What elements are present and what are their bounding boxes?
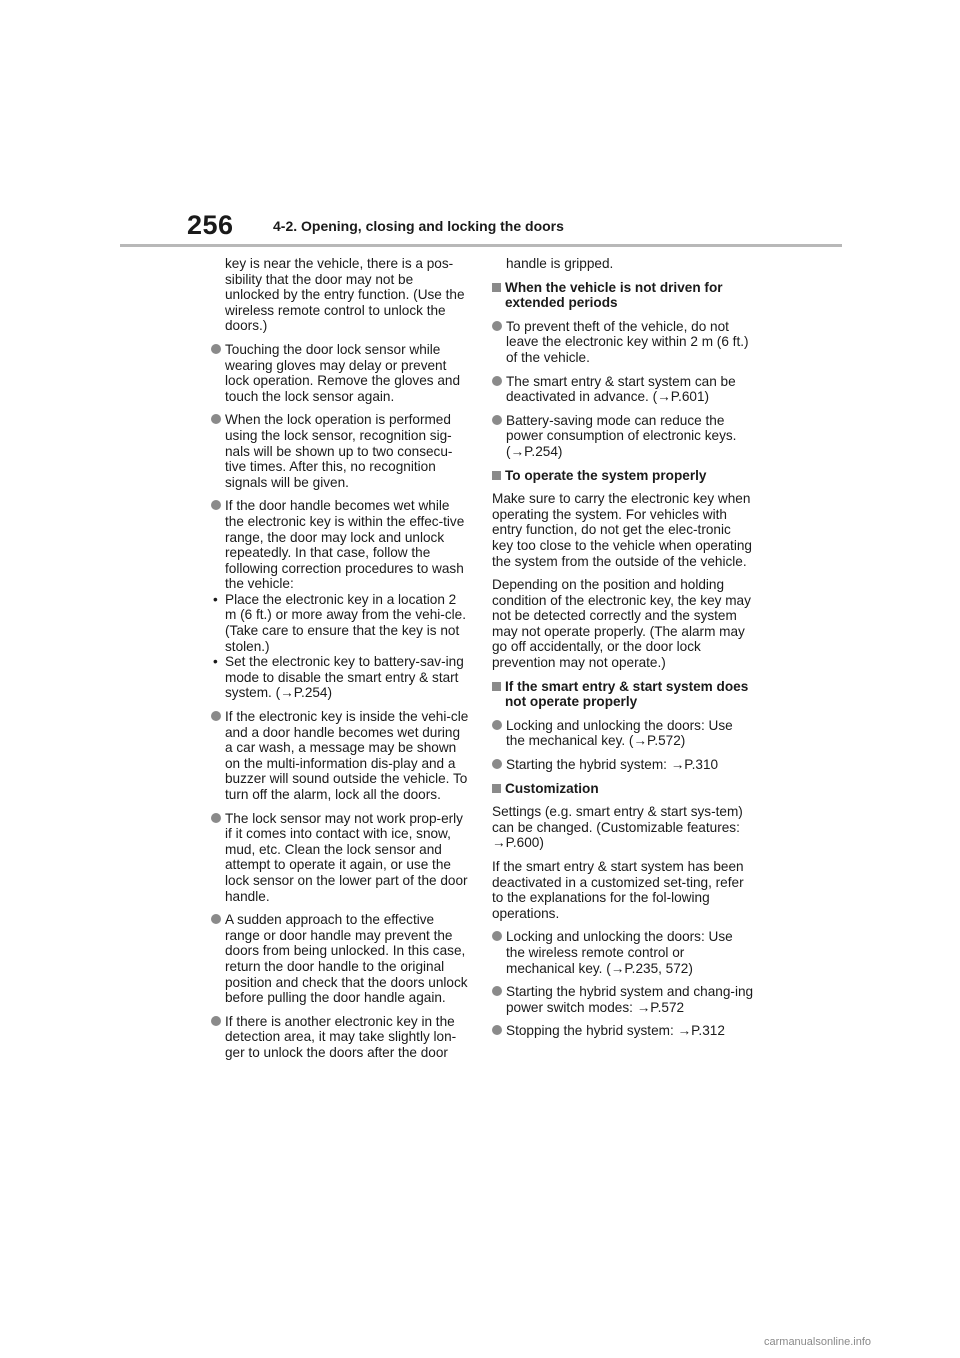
- list-item: [211, 342, 469, 404]
- subsection-heading: [492, 781, 754, 797]
- bullet-icon: [211, 344, 221, 354]
- dot-icon: •: [213, 654, 218, 670]
- subsection-heading: [492, 679, 754, 710]
- list-item-text: The lock sensor may not work prop-erly if it comes into contact with ice, snow, mud, etc. Clean the lock sensor and attempt to operate it again, or use the lock sensor on the lower part of the door handle.: [225, 810, 468, 904]
- list-item: [211, 412, 469, 490]
- list-item: [492, 718, 754, 749]
- heading-text: To operate the system properly: [505, 467, 707, 483]
- bullet-icon: [492, 931, 502, 941]
- square-bullet-icon: [492, 784, 501, 793]
- paragraph: Depending on the position and holding condition of the electronic key, the key may not be detected correctly and the system may not operate properly. (The alarm may go off accidentally, or the door lock prevention may not operate.): [492, 577, 751, 671]
- right-column: [492, 256, 754, 1047]
- list-item: [492, 413, 754, 460]
- list-item-text: Locking and unlocking the doors: Use the mechanical key. (→P.572): [506, 717, 733, 749]
- list-item: [211, 912, 469, 1006]
- list-item: [211, 1014, 469, 1061]
- list-item-text: Locking and unlocking the doors: Use the wireless remote control or mechanical key. (→P.235, 572): [506, 929, 733, 976]
- list-item: [492, 374, 754, 405]
- sub-item: [211, 592, 469, 654]
- list-item-text: Stopping the hybrid system: →P.312: [506, 1023, 725, 1039]
- list-item-text: A sudden approach to the effective range or door handle may prevent the doors from being unlocked. In this case, return the door handle to the original position and check that the doors unlock before pulling the door handle again.: [225, 912, 468, 1006]
- square-bullet-icon: [492, 471, 501, 480]
- square-bullet-icon: [492, 682, 501, 691]
- list-item-text: If the door handle becomes wet while the electronic key is within the effec-tive range, the door may lock and unlock repeatedly. In that case, follow the following correction procedures to wash the vehicle:: [225, 498, 465, 592]
- continued-text: handle is gripped.: [506, 256, 614, 271]
- sub-item-text: Place the electronic key in a location 2 m (6 ft.) or more away from the vehi-cle. (Take care to ensure that the key is not stolen.): [225, 591, 466, 654]
- page-header: [0, 0, 960, 250]
- bullet-icon: [492, 415, 502, 425]
- left-column: [211, 256, 469, 1069]
- continued-text: key is near the vehicle, there is a pos-sibility that the door may not be unlocked by the entry function. (Use the wireless remote control to unlock the doors.): [225, 256, 465, 334]
- paragraph: Make sure to carry the electronic key when operating the system. For vehicles with entry function, do not get the elec-tronic key too close to the vehicle when operating the system from the outside of the vehicle.: [492, 491, 752, 569]
- bullet-icon: [211, 914, 221, 924]
- bullet-icon: [492, 720, 502, 730]
- list-item: [211, 811, 469, 905]
- square-bullet-icon: [492, 283, 501, 292]
- watermark-text: carmanualsonline.info: [764, 1336, 872, 1348]
- list-item: [211, 709, 469, 803]
- paragraph: Settings (e.g. smart entry & start sys-tem) can be changed. (Customizable features: →P.600): [492, 804, 743, 851]
- list-item: [492, 1023, 754, 1039]
- bullet-icon: [211, 813, 221, 823]
- list-item-text: Battery-saving mode can reduce the power consumption of electronic keys. (→P.254): [506, 412, 737, 459]
- bullet-icon: [492, 321, 502, 331]
- list-item: [492, 757, 754, 773]
- bullet-icon: [211, 711, 221, 721]
- header-rule: [120, 244, 842, 247]
- list-item: [492, 319, 754, 366]
- list-item: [492, 984, 754, 1015]
- subsection-heading: [492, 280, 754, 311]
- list-item-text: If there is another electronic key in the detection area, it may take slightly lon-ger to unlock the doors after the door: [225, 1013, 457, 1060]
- bullet-icon: [211, 1016, 221, 1026]
- heading-text: Customization: [505, 780, 599, 796]
- heading-text: When the vehicle is not driven for extended periods: [505, 279, 723, 311]
- list-item-text: Starting the hybrid system: →P.310: [506, 757, 719, 773]
- bullet-icon: [211, 500, 221, 510]
- list-item-text: If the electronic key is inside the vehi-cle and a door handle becomes wet during a car wash, a message may be shown on the multi-information dis-play and a buzzer will sound outside the vehicle. To turn off the alarm, lock all the doors.: [225, 709, 469, 802]
- bullet-icon: [492, 1025, 502, 1035]
- bullet-icon: [492, 759, 502, 769]
- list-item-text: The smart entry & start system can be deactivated in advance. (→P.601): [506, 373, 736, 405]
- list-item-text: Touching the door lock sensor while wearing gloves may delay or prevent lock operation. Remove the gloves and touch the lock sensor again.: [225, 341, 461, 404]
- dot-icon: •: [213, 591, 218, 607]
- page-number: 256: [187, 210, 234, 240]
- list-item-text: Starting the hybrid system and chang-ing power switch modes: →P.572: [506, 984, 754, 1015]
- heading-text: If the smart entry & start system does not operate properly: [505, 678, 749, 710]
- section-title: 4-2. Opening, closing and locking the doors: [273, 218, 564, 234]
- list-item-text: When the lock operation is performed using the lock sensor, recognition sig-nals will be shown up to two consecu-tive times. After this, no recognition signals will be given.: [225, 412, 453, 490]
- sub-item: [211, 654, 469, 701]
- bullet-icon: [492, 986, 502, 996]
- list-item: [492, 929, 754, 976]
- bullet-icon: [211, 414, 221, 424]
- bullet-icon: [492, 376, 502, 386]
- list-item-text: To prevent theft of the vehicle, do not leave the electronic key within 2 m (6 ft.) of the vehicle.: [506, 318, 749, 365]
- subsection-heading: [492, 468, 754, 484]
- list-item: [211, 498, 469, 701]
- sub-item-text: Set the electronic key to battery-sav-ing mode to disable the smart entry & start system. (→P.254): [225, 654, 464, 701]
- paragraph: If the smart entry & start system has been deactivated in a customized set-ting, refer to the explanations for the fol-lowing operations.: [492, 859, 744, 921]
